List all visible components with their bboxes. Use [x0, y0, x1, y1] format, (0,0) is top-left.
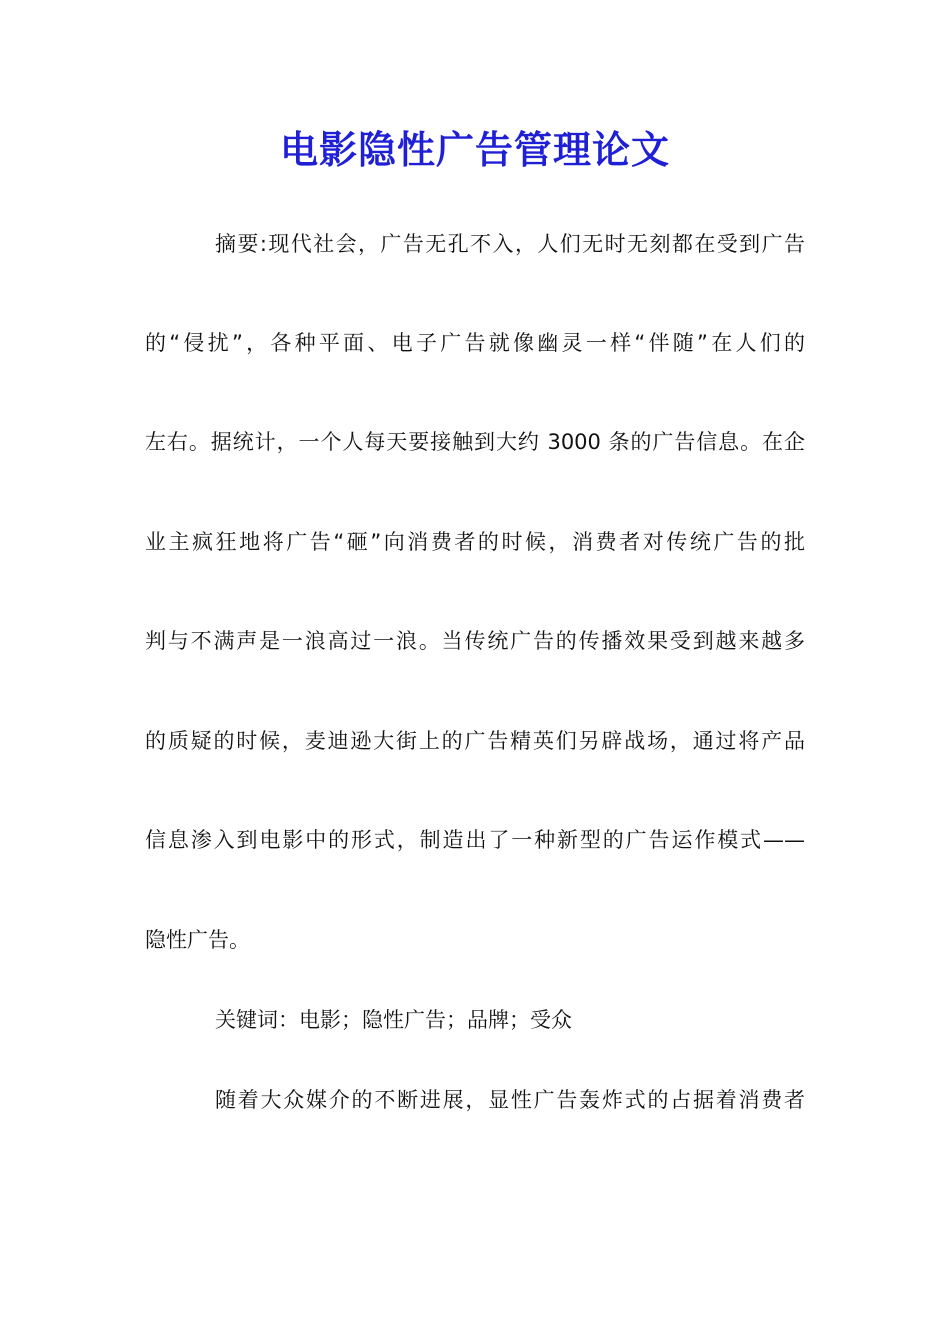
abstract-line-4: 业主疯狂地将广告“砸”向消费者的时候，消费者对传统广告的批 — [145, 530, 805, 554]
body-line-1: 随着大众媒介的不断进展，显性广告轰炸式的占据着消费者 — [215, 1088, 805, 1112]
abstract-line-1: 摘要:现代社会，广告无孔不入，人们无时无刻都在受到广告 — [215, 232, 805, 256]
abstract-line-5: 判与不满声是一浪高过一浪。当传统广告的传播效果受到越来越多 — [145, 629, 805, 653]
abstract-line-7: 信息渗入到电影中的形式，制造出了一种新型的广告运作模式—— — [145, 828, 805, 852]
abstract-line-3: 左右。据统计，一个人每天要接触到大约 3000 条的广告信息。在企 — [145, 430, 805, 454]
abstract-line-6: 的质疑的时候，麦迪逊大街上的广告精英们另辟战场，通过将产品 — [145, 729, 805, 753]
abstract-line-8: 隐性广告。 — [145, 928, 250, 952]
abstract-line-2: 的“侵扰”，各种平面、电子广告就像幽灵一样“伴随”在人们的 — [145, 331, 805, 355]
document-title: 电影隐性广告管理论文 — [279, 127, 670, 172]
keywords-line: 关键词：电影；隐性广告；品牌；受众 — [215, 1008, 572, 1032]
